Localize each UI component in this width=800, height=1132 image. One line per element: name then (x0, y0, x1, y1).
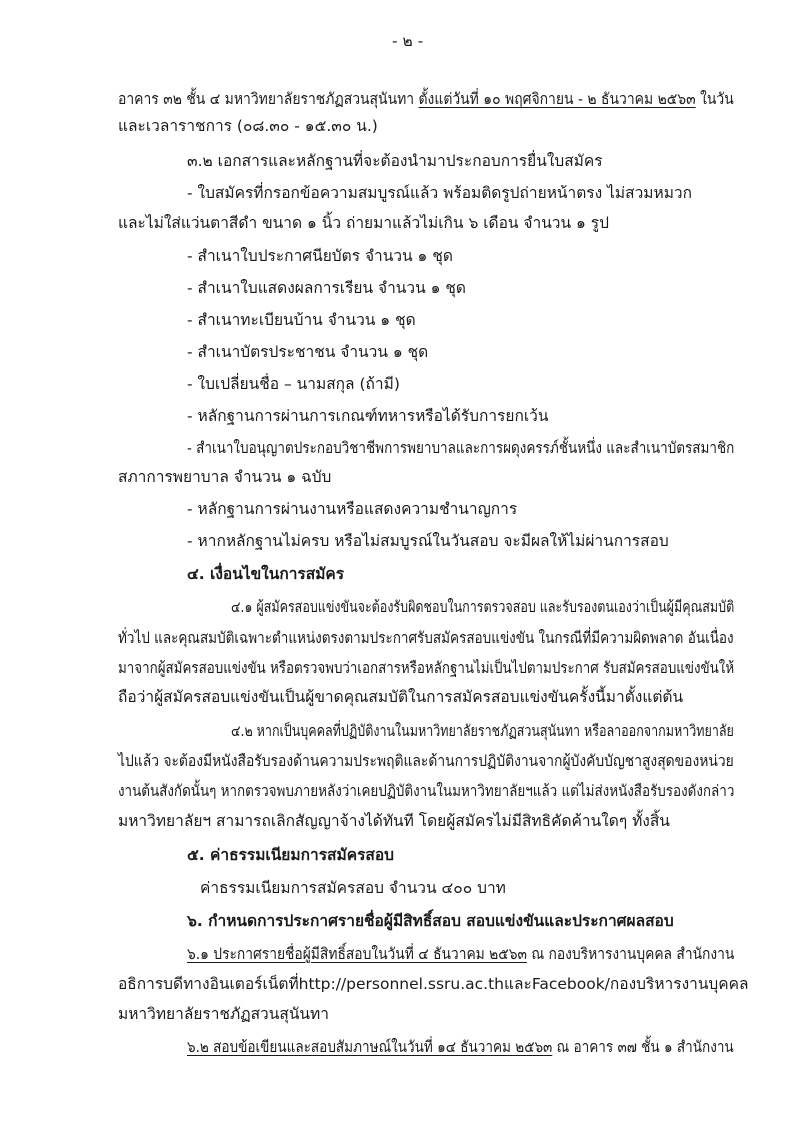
section-heading: ๖. กำหนดการประกาศรายชื่อผู้มีสิทธิ์สอบ สอบแข่งขันและประกาศผลสอบ (187, 912, 674, 930)
paragraph-line: ๔.๑ ผู้สมัครสอบแข่งขันจะต้องรับผิดชอบในการตรวจสอบ และรับรองตนเองว่าเป็นผู้มีคุณสมบัติ (231, 598, 735, 616)
paragraph-line: มหาวิทยาลัยฯ สามารถเลิกสัญญาจ้างได้ทันที โดยผู้สมัครไม่มีสิทธิคัดค้านใดๆ ทั้งสิ้น (118, 812, 670, 830)
text-segment: ในวัน (695, 90, 734, 108)
section-heading: ๔. เงื่อนไขในการสมัคร (187, 565, 345, 583)
list-item: - สำเนาบัตรประชาชน จำนวน ๑ ชุด (187, 343, 429, 361)
facebook-reference: Facebook/กองบริหารงานบุคคล (531, 975, 749, 993)
list-item: - สำเนาทะเบียนบ้าน จำนวน ๑ ชุด (187, 311, 416, 329)
list-item: - สำเนาใบอนุญาตประกอบวิชาชีพการพยาบาลและการผดุงครรภ์ชั้นหนึ่ง และสำเนาบัตรสมาชิก (187, 439, 735, 457)
word: และ (504, 975, 532, 993)
underlined-announcement-date: ๖.๑ ประกาศรายชื่อผู้มีสิทธิ์สอบในวันที่ ๔ ธันวาคม ๒๕๖๓ (187, 945, 527, 963)
word: อธิการบดี (118, 975, 184, 993)
underlined-date-range: ตั้งแต่วันที่ ๑๐ พฤศจิกายน - ๒ ธันวาคม ๒๕๖๓ (418, 90, 696, 108)
list-item: - สำเนาใบแสดงผลการเรียน จำนวน ๑ ชุด (187, 279, 466, 297)
paragraph-line: มาจากผู้สมัครสอบแข่งขัน หรือตรวจพบว่าเอกสารหรือหลักฐานไม่เป็นไปตามประกาศ รับสมัครสอบแข่งขันให้ (118, 659, 735, 677)
list-item: - หลักฐานการผ่านการเกณฑ์ทหารหรือได้รับการยกเว้น (187, 407, 549, 425)
list-item: - ใบเปลี่ยนชื่อ – นามสกุล (ถ้ามี) (187, 375, 400, 393)
paragraph-line-justified (118, 973, 749, 995)
paragraph-line: ไปแล้ว จะต้องมีหนังสือรับรองด้านความประพฤติและด้านการปฏิบัติงานจากผู้บังคับบัญชาสูงสุดของหน่วย (118, 752, 734, 770)
paragraph-line: งานต้นสังกัดนั้นๆ หากตรวจพบภายหลังว่าเคยปฏิบัติงานในมหาวิทยาลัยฯแล้ว แต่ไม่ส่งหนังสือรับรองดังกล่าว (118, 782, 735, 800)
paragraph-line: และไม่ใส่แว่นตาสีดำ ขนาด ๑ นิ้ว ถ่ายมาแล้วไม่เกิน ๖ เดือน จำนวน ๑ รูป (118, 214, 609, 232)
section-heading: ๕. ค่าธรรมเนียมการสมัครสอบ (187, 846, 395, 864)
paragraph-line: ค่าธรรมเนียมการสมัครสอบ จำนวน ๔๐๐ บาท (200, 879, 506, 897)
paragraph-line (187, 943, 734, 965)
page-number: - ๒ - (392, 32, 424, 50)
paragraph-line: ๔.๒ หากเป็นบุคคลที่ปฏิบัติงานในมหาวิทยาลัยราชภัฏสวนสุนันทา หรือลาออกจากมหาวิทยาลัย (231, 722, 734, 740)
text-segment: ณ อาคาร ๓๗ ชั้น ๑ สำนักงาน (552, 1038, 734, 1056)
list-item: - ใบสมัครที่กรอกข้อความสมบูรณ์แล้ว พร้อมติดรูปถ่ายหน้าตรง ไม่สวมหมวก (187, 184, 693, 202)
paragraph-line: มหาวิทยาลัยราชภัฏสวนสุนันทา (118, 1005, 329, 1023)
text-segment: อาคาร ๓๒ ชั้น ๔ มหาวิทยาลัยราชภัฏสวนสุนันทา (118, 90, 419, 108)
paragraph-line: ทั่วไป และคุณสมบัติเฉพาะตำแหน่งตรงตามประกาศรับสมัครสอบแข่งขัน ในกรณีที่มีความผิดพลาด อันเนื่อง (118, 629, 734, 647)
word: ทางอินเตอร์เน็ต (183, 975, 289, 993)
underlined-exam-date: ๖.๒ สอบข้อเขียนและสอบสัมภาษณ์ในวันที่ ๑๔ ธันวาคม ๒๕๖๓ (187, 1038, 553, 1056)
list-item: - หากหลักฐานไม่ครบ หรือไม่สมบูรณ์ในวันสอบ จะมีผลให้ไม่ผ่านการสอบ (187, 532, 669, 550)
website-link[interactable]: http://personnel.ssru.ac.th (298, 975, 505, 993)
paragraph-line: สภาการพยาบาล จำนวน ๑ ฉบับ (118, 468, 332, 486)
paragraph-line: และเวลาราชการ (๐๘.๓๐ - ๑๕.๓๐ น.) (118, 117, 378, 135)
subsection-heading: ๓.๒ เอกสารและหลักฐานที่จะต้องนำมาประกอบการยื่นใบสมัคร (187, 152, 603, 170)
list-item: - หลักฐานการผ่านงานหรือแสดงความชำนาญการ (187, 500, 518, 518)
paragraph-line (118, 88, 734, 110)
paragraph-line (187, 1036, 734, 1058)
text-segment: ณ กองบริหารงานบุคคล สำนักงาน (526, 945, 735, 963)
list-item: - สำเนาใบประกาศนียบัตร จำนวน ๑ ชุด (187, 247, 453, 265)
paragraph-line: ถือว่าผู้สมัครสอบแข่งขันเป็นผู้ขาดคุณสมบัติในการสมัครสอบแข่งขันครั้งนี้มาตั้งแต่ต้น (118, 688, 684, 706)
word: ที่ (288, 975, 299, 993)
